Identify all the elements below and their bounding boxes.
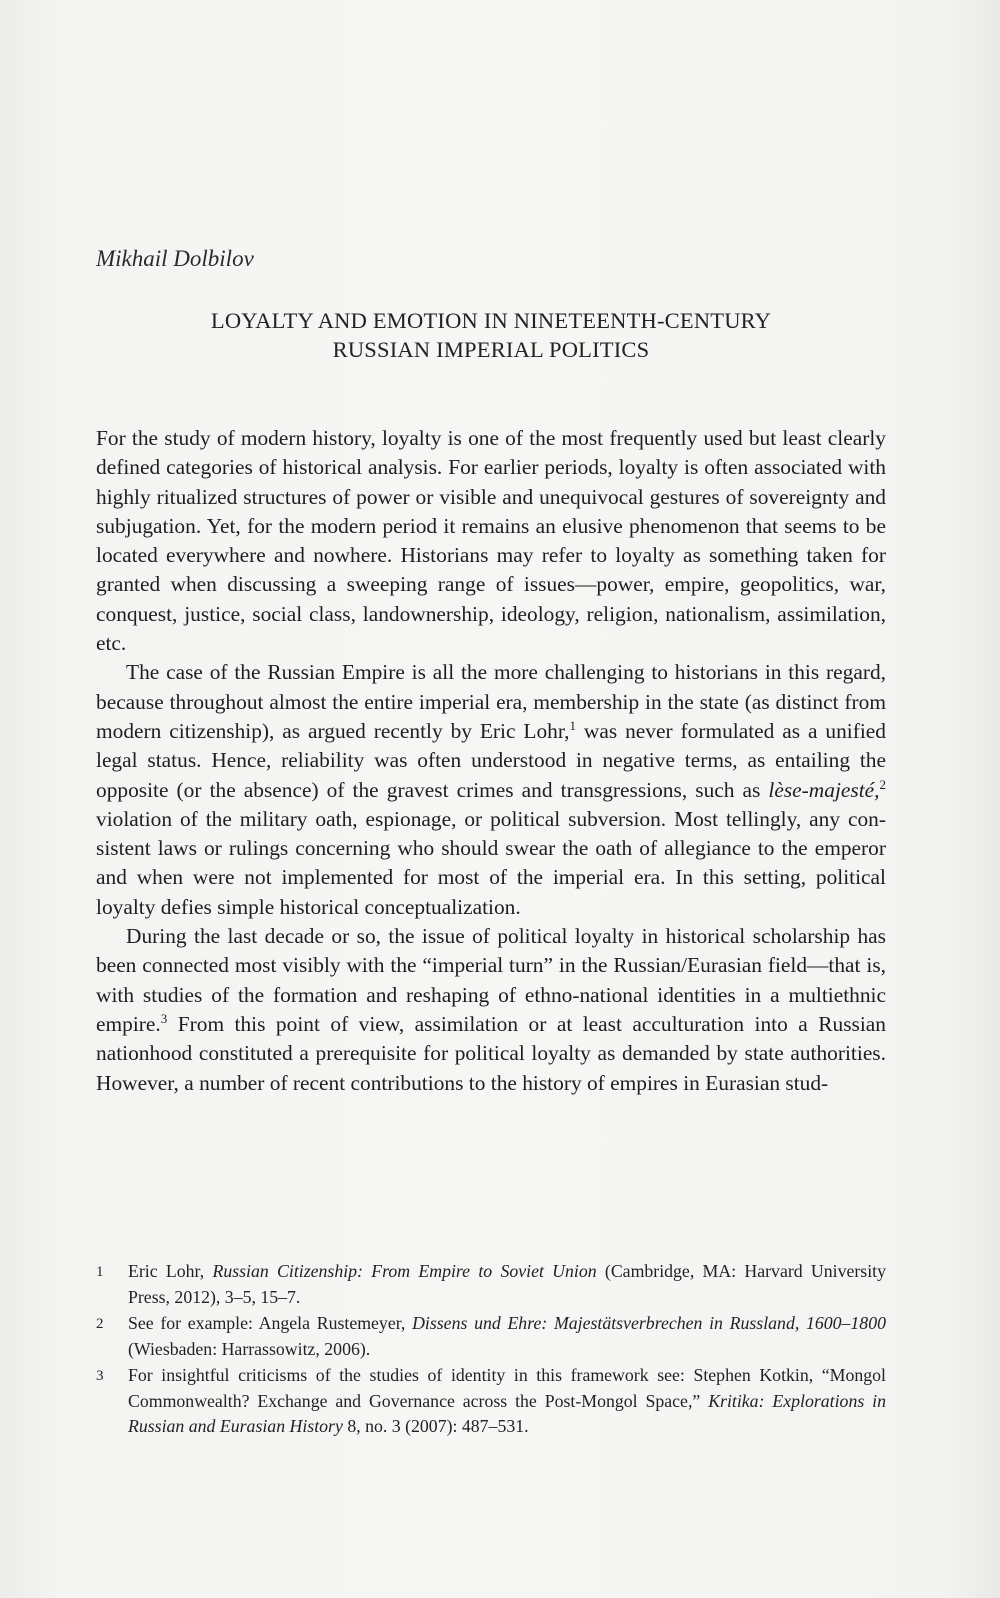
- footnote-1-text-a: Eric Lohr,: [128, 1261, 213, 1281]
- footnote-text: [128, 1363, 886, 1440]
- paragraph-3-text-b: From this point of view, assimilation or at least acculturation into a Russian nationhood constituted a prerequisite for political loyalty as demanded by state authorities. However, a number of recent contributions to the history of empires in Eurasian stud-: [96, 1011, 886, 1095]
- show-through-text-top: [95, 128, 885, 428]
- footnote-3-italic: Kritika: Explorations in Russian and Eurasian History: [128, 1390, 886, 1436]
- show-through-text-bottom: [95, 1185, 885, 1245]
- footnotes: [96, 1259, 886, 1441]
- show-through-text-header: [95, 70, 885, 100]
- footnote-3-text-b: 8, no. 3 (2007): 487–531.: [342, 1416, 529, 1436]
- footnote-ref-1: 1: [569, 717, 576, 733]
- footnote-1-italic: Russian Citizenship: From Empire to Soviet Union: [212, 1261, 597, 1281]
- footnote-ref-3: 3: [160, 1010, 168, 1026]
- paragraph-2: [96, 658, 886, 922]
- footnote-text: [128, 1311, 886, 1362]
- paragraph-2-italic: lèse-majesté,: [768, 777, 880, 802]
- chapter-title-line-1: LOYALTY AND EMOTION IN NINETEENTH-CENTURY: [210, 308, 772, 333]
- paragraph-2-text-b: was never formulated as a unified legal status. Hence, reliability was often understood in negative terms, as entailing the opposite (or the absence) of the gravest crimes and transgressions, such as: [96, 718, 886, 802]
- paragraph-2-text-c: violation of the military oath, espionage, or political subversion. Most tellingly, any consistent laws or rulings concerning who should swear the oath of allegiance to the emperor and when were not implemented for most of the imperial era. In this setting, political loyalty defies simple historical conceptualization.: [96, 806, 886, 919]
- paragraph-1-text: For the study of modern history, loyalty is one of the most frequently used but least clearly defined categories of historical analysis. For earlier periods, loyalty is often associated with highly ritualized structures of power or visible and unequivocal gestures of sovereignty and subjugation. Yet, for the modern period it remains an elusive phenomenon that seems to be located everywhere and nowhere. Historians may refer to loyalty as something taken for granted when discussing a sweeping range of issues—power, empire, geopolitics, war, conquest, justice, social class, landownership, ideology, religion, nationalism, assimilation, etc.: [96, 426, 886, 656]
- footnote-number: 1: [96, 1264, 104, 1280]
- footnote-2-text-a: See for example: Angela Rustemeyer,: [128, 1313, 413, 1333]
- author-name: Mikhail Dolbilov: [96, 246, 254, 271]
- footnote-number: 2: [96, 1316, 104, 1332]
- paragraph-2-text-a: The case of the Russian Empire is all the more challenging to historians in this regard, because throughout almost the entire imperial era, membership in the state (as distinct from modern citizenship), as argued recently by Eric Lohr,: [96, 660, 886, 743]
- footnote-number: 3: [96, 1368, 104, 1384]
- chapter-title: [96, 306, 886, 364]
- body-text: [96, 424, 886, 1098]
- footnote-text: [128, 1259, 886, 1310]
- chapter-title-line-2: RUSSIAN IMPERIAL POLITICS: [332, 337, 650, 362]
- paragraph-3: [96, 922, 886, 1098]
- footnote-1-text-b: (Cambridge, MA: Harvard University Press, 2012), 3–5, 15–7.: [128, 1261, 886, 1307]
- paragraph-1: [96, 424, 886, 658]
- footnote-3: [96, 1363, 886, 1440]
- paragraph-3-text-a: During the last decade or so, the issue of political loyalty in historical scholarship has been connected most visibly with the “imperial turn” in the Russian/Eurasian field—that is, with studies of the formation and reshaping of ethno-national identities in a multiethnic empire.: [96, 924, 886, 1036]
- footnote-2: [96, 1311, 886, 1362]
- footnote-1: [96, 1259, 886, 1310]
- footnote-2-italic: Dissens und Ehre: Majestätsverbrechen in Russland, 1600–1800: [412, 1313, 886, 1333]
- footnote-2-text-b: (Wiesbaden: Harrassowitz, 2006).: [128, 1338, 371, 1359]
- footnote-ref-2: 2: [879, 776, 886, 792]
- footnote-3-text-a: For insightful criticisms of the studies of identity in this framework see: Stephen Kotkin, “Mongol Commonwealth? Exchange and Governance across the Post-Mongol Space,”: [128, 1365, 886, 1411]
